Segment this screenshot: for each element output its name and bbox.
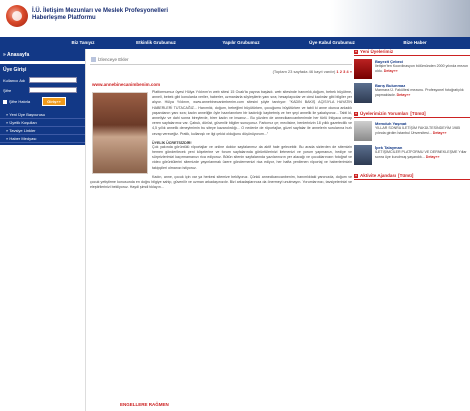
page-icon [91,57,96,62]
sidebar-link-new-member[interactable]: » Yeni Üye Başvurusu [0,111,85,119]
comment-card[interactable] [354,121,470,141]
article-paragraph: Kadın, anne, çocuk için var ya herkesi sitemize bekliyoruz. Çünkü annecikanıcanbenim, hanımlıktaki yanınızda, doğum ve çocuk yetiştirme konusunda en doğru bilgiye sahip, güvenilir ve uzman arkadaşınızdır. Bizi arkadaşlarınıza da önermeyi unutmayın. Yorumlarınızı, tavsiyelerinizi ve eleştirilerinizi bekliyoruz. Haydi şimdi tıklayın... [90,174,352,190]
article-paragraph: Platformumuz üyesi Hülya Yıldırım'ın web sitesi 15 Ocak'ta yayına başladı. web sitesinde hanımlık,doğum, bebek büyütme, anneli, bebek gibi konularda veriler, haberler, uzmanlarla söyleşilerin yanı sıra; hesaplayıcılar ve cinsi kadınlar gibi bilgiler yer alıyor. Hülya Yıldırım, www.annebinecanimbenim.com sitesini şöyle tanıtıyor: "KADIN BAKIŞ AÇISIYLA HAYATIN HABERLERİ TUTACAĞIZ... Hanımlık, doğum, bebeğimi büyütürken, çocuğumu büyütürken ve tabii ki anne olunca anladık yaşanılanın yanı sıra; kadın anneliğin öyle hazırlanırken bir kadınlığı kaybetmiş ve her şeyi annelik ile yakalıyoruz... Tabii ki, anneliyiz ve dahi sonra bireylerde, birer kadın ve insanız... Bu yüzden de annecikanıcanbenimde her türlü ihtiyaca cevap veren sayfalarımız var. Çabuk, dürüst, güvenilir bilgiler sunuyoruz. Farkımız çe; meclisine, benlerinizin 18 yıllık gazetecilik ve 4,5 yıllık annelik deneyimimin bu siteye kazandırdığı... O nedenle de röportajlar, güzel sayfalar ile annelerin sorularına hızlı cevap vereceğiz. Pratik, kullanışlı ve ilgi çekici olduğunu düşünüyorum..." [152,90,352,136]
left-sidebar [0,49,86,411]
article-photo [92,92,148,174]
commenter-name: İpek Talayman [375,145,403,150]
site-header [0,0,470,37]
article-title[interactable]: www.annebinecanimbenim.com [92,82,161,87]
password-input[interactable] [29,87,77,93]
remember-checkbox[interactable] [3,100,7,104]
comment-text: İLETİŞİMCİLER PLATFORMU VE DERNEKLEŞME Yıllar sonra üye kurulmuş yaşandık... Detay»» [375,150,467,159]
breadcrumb-label: İzlenceye Ekler [98,57,129,62]
avatar [354,121,372,141]
detail-link[interactable]: Detay»» [383,68,398,73]
nav-item-etkinlik[interactable]: Etkinlik Grubumuz [136,40,176,45]
all-events-link[interactable]: [Tümü] [398,173,414,178]
pagination[interactable]: 1 2 3 4 » [336,69,352,74]
commenter-name: Memduh Yaşmat [375,121,407,126]
login-box [0,64,85,110]
nav-item-yapilir[interactable]: Yapılır Grubumuz [222,40,260,45]
header-photo [330,0,470,37]
home-link[interactable]: » Anasayfa [0,49,85,61]
article-subheading: ÜYELİK ÜCRETSİZDİR! [152,140,192,145]
avatar [354,83,372,103]
password-label: Şifre [3,87,12,93]
section-icon: + [355,49,358,54]
remember-label: Şifre Hatırla [9,99,31,104]
login-title: Üye Girişi [3,67,27,73]
section-icon: + [355,173,358,178]
main-nav [0,37,470,49]
result-meta [90,69,352,74]
comment-card[interactable] [354,145,470,165]
article-paragraph: Çok yakında görüntülü röportajlar ve online doktor sayfalarımız da aktif hale gelecektir. Bu arada sizlerden de sitemizin hemen gönderilecek yeni köşelerine ve forum sayfalarında görüntülerinizi iletmenizi ve yorum yapmanızı, hediye ve sürprizlerimizi kaçırmamanızı rica ediyoruz. Bütün sitenin sayfalarında yazılarınızın yer alacağı ve çocuklarınızın fotoğraf ve video görüntülerini sitemizde yayınlanmak üzere göndermenizi rica ediyor, her hafta yenilenen röportaj ve haberlerimizin takipçileri olmanızı istiyoruz. [152,144,352,170]
member-desc: Marmara Ü. Fakültesi mezunu. Profesyonel fotoğrafçılık yapmaktadır. Detay»» [375,88,464,97]
events-title: + Aktivite Ajandası [Tümü] [354,173,470,180]
section-icon: + [355,111,358,116]
sidebar-link-membership-terms[interactable]: » Üyelik Koşulları [0,119,85,127]
username-input[interactable] [29,77,77,83]
new-members-title: + Yeni Üyelerimiz [354,49,470,56]
record-count: (Toplam 23 sayfada 46 kayıt vardır) [272,69,336,74]
brand-title[interactable] [32,8,168,22]
detail-link[interactable]: Detay»» [425,154,440,159]
login-button[interactable]: Giriş»» [42,97,66,106]
nav-item-uye-kabul[interactable]: Üye Kabul Grubumuz [309,40,355,45]
detail-link[interactable]: Detay»» [432,130,447,135]
brand-line2: Haberleşme Platformu [32,15,96,21]
sidebar-links [0,110,85,145]
nav-item-bize-haber[interactable]: Bize Haber [403,40,427,45]
sidebar-link-media[interactable]: » Haber Medyası [0,135,85,143]
avatar [354,145,372,165]
comments-title: + Üyelerimizin Yorumları [Tümü] [354,111,470,118]
university-logo[interactable] [6,5,28,27]
member-card[interactable] [354,83,470,103]
all-comments-link[interactable]: [Tümü] [410,111,426,116]
member-name: Barış Bulunmaz [375,83,406,88]
breadcrumb [90,57,352,65]
article-body [90,90,352,190]
avatar [354,59,372,79]
detail-link[interactable]: Detay»» [396,92,411,97]
next-article-link[interactable]: ENGELLERE RAĞMEN [120,402,169,407]
username-label: Kullanıcı Adı [3,77,26,83]
right-sidebar [354,49,470,411]
member-name: Bayezit Çebeci [375,59,404,64]
nav-item-biz-taniyiz[interactable]: Biz Tanıyız [71,40,95,45]
sidebar-link-recommended[interactable]: » Tavsiye Linkler [0,127,85,135]
member-desc: İletişim'ten Koordinasyon bölümünden 2000 yılında mezun oldu. Detay»» [375,64,468,73]
member-card[interactable] [354,59,470,79]
main-content [90,49,352,411]
comment-text: YILLAR SONRA İLETİŞİM FAKÜLTESİNDEYİM 1985 yılında girdim İstanbul Ünversitesi... Detay»» [375,126,461,135]
brand-line1: İ.Ü. İletişim Mezunları ve Meslek Profesyonelleri [32,8,169,14]
